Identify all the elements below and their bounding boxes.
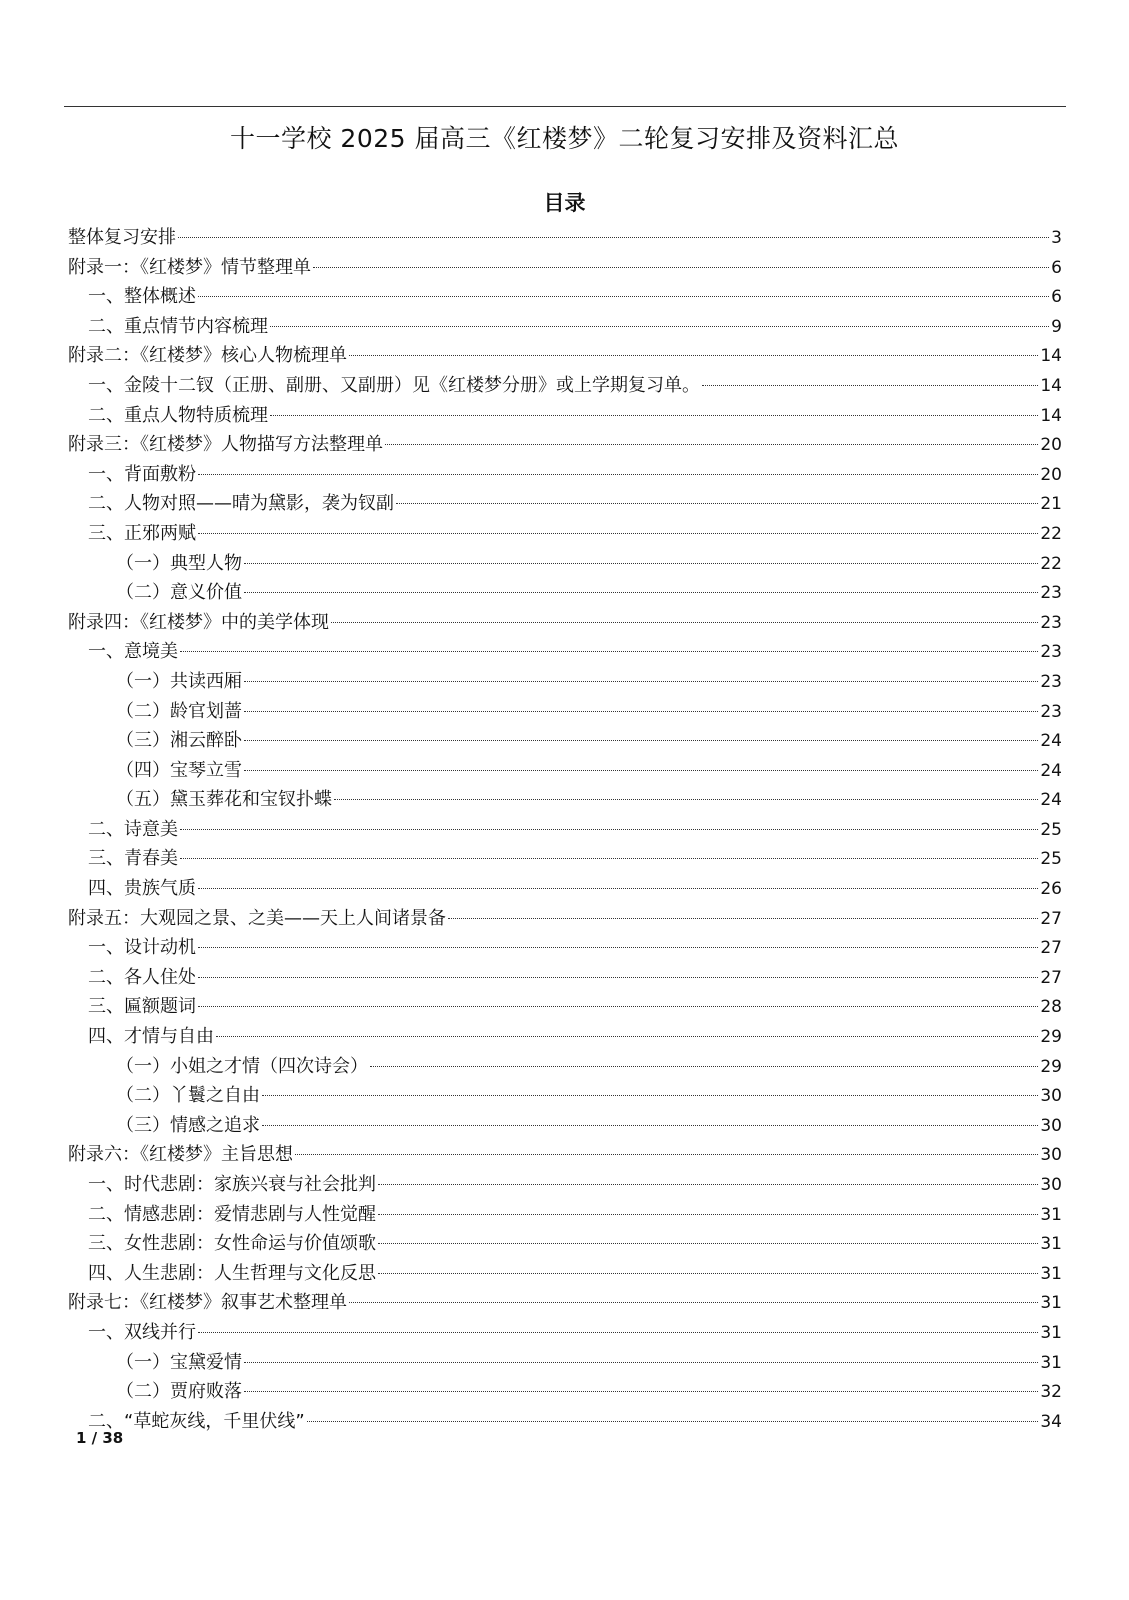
toc-dot-leader: [198, 1332, 1038, 1333]
toc-dot-leader: [307, 1421, 1039, 1422]
toc-entry-page-number: 22: [1040, 523, 1062, 544]
toc-entry-label: 四、贵族气质: [88, 878, 196, 900]
toc-entry-page-number: 32: [1040, 1382, 1062, 1403]
toc-entry-label: （一）共读西厢: [116, 670, 242, 692]
toc-entry[interactable]: [68, 1259, 1062, 1289]
toc-dot-leader: [262, 1095, 1038, 1096]
toc-entry[interactable]: [68, 578, 1062, 608]
toc-dot-leader: [178, 237, 1049, 238]
toc-entry-label: 整体复习安排: [68, 227, 176, 248]
toc-dot-leader: [198, 1006, 1038, 1007]
toc-entry-label: 二、重点情节内容梳理: [88, 315, 268, 337]
toc-entry[interactable]: [68, 371, 1062, 401]
toc-entry-label: 二、重点人物特质梳理: [88, 404, 268, 426]
toc-entry-label: 二、情感悲剧：爱情悲剧与人性觉醒: [88, 1203, 376, 1225]
toc-dot-leader: [448, 918, 1038, 919]
toc-entry[interactable]: [68, 341, 1062, 371]
toc-entry[interactable]: [68, 726, 1062, 756]
toc-dot-leader: [180, 829, 1038, 830]
toc-entry-page-number: 30: [1040, 1175, 1062, 1195]
toc-entry[interactable]: [68, 460, 1062, 490]
toc-dot-leader: [385, 444, 1038, 445]
toc-entry[interactable]: [68, 1318, 1062, 1348]
toc-entry-label: （一）小姐之才情（四次诗会）: [116, 1055, 368, 1077]
toc-entry-label: 三、匾额题词: [88, 996, 196, 1018]
toc-entry-page-number: 3: [1051, 228, 1062, 248]
toc-entry-label: 一、背面敷粉: [88, 463, 196, 485]
toc-entry-page-number: 23: [1040, 701, 1062, 722]
toc-entry-label: 一、双线并行: [88, 1321, 196, 1343]
toc-entry-page-number: 23: [1040, 612, 1062, 633]
toc-entry-label: 附录五：大观园之景、之美——天上人间诸景备: [68, 907, 446, 929]
toc-entry-label: 一、金陵十二钗（正册、副册、又副册）见《红楼梦分册》或上学期复习单。: [88, 374, 700, 396]
toc-entry[interactable]: [68, 1081, 1062, 1111]
toc-entry-label: 三、青春美: [88, 848, 178, 870]
toc-entry-label: 四、才情与自由: [88, 1026, 214, 1048]
toc-entry-label: 附录一：《红楼梦》情节整理单: [68, 256, 311, 278]
toc-entry-page-number: 6: [1051, 287, 1062, 308]
toc-dot-leader: [370, 1066, 1038, 1067]
toc-entry-page-number: 31: [1040, 1293, 1062, 1314]
toc-entry[interactable]: [68, 667, 1062, 697]
toc-dot-leader: [349, 355, 1038, 356]
toc-dot-leader: [180, 858, 1038, 859]
toc-entry[interactable]: [68, 1022, 1062, 1052]
toc-dot-leader: [216, 1036, 1038, 1037]
toc-dot-leader: [378, 1243, 1038, 1244]
toc-entry[interactable]: [68, 992, 1062, 1022]
toc-entry-label: 三、女性悲剧：女性命运与价值颂歌: [88, 1233, 376, 1255]
toc-entry-label: （一）宝黛爱情: [116, 1351, 242, 1373]
toc-dot-leader: [198, 888, 1038, 889]
toc-entry[interactable]: [68, 756, 1062, 786]
toc-entry-label: 一、设计动机: [88, 937, 196, 959]
toc-entry-label: 二、各人住处: [88, 966, 196, 988]
toc-entry-page-number: 21: [1040, 494, 1062, 515]
toc-heading: 目录: [543, 191, 586, 215]
toc-entry-page-number: 27: [1040, 908, 1062, 929]
toc-entry[interactable]: [68, 844, 1062, 874]
toc-dot-leader: [244, 681, 1038, 682]
toc-entry[interactable]: [68, 933, 1062, 963]
toc-entry-label: （一）典型人物: [116, 552, 242, 574]
toc-dot-leader: [331, 622, 1038, 623]
toc-entry[interactable]: [68, 549, 1062, 579]
toc-entry-label: 二、“草蛇灰线，千里伏线”: [88, 1410, 305, 1432]
toc-entry[interactable]: [68, 223, 1062, 253]
toc-dot-leader: [244, 1362, 1038, 1363]
toc-dot-leader: [180, 651, 1038, 652]
toc-entry-page-number: 25: [1040, 849, 1062, 870]
toc-entry[interactable]: [68, 1111, 1062, 1141]
toc-entry-page-number: 14: [1040, 375, 1062, 396]
toc-entry-label: 三、正邪两赋: [88, 522, 196, 544]
toc-entry-page-number: 31: [1040, 1204, 1062, 1225]
toc-dot-leader: [295, 1154, 1038, 1155]
toc-dot-leader: [378, 1273, 1038, 1274]
toc-entry-page-number: 28: [1040, 997, 1062, 1018]
toc-dot-leader: [244, 711, 1038, 712]
header-rule: [64, 106, 1066, 107]
toc-entry[interactable]: [68, 874, 1062, 904]
toc-entry-page-number: 34: [1040, 1411, 1062, 1432]
toc-entry-label: 一、意境美: [88, 641, 178, 663]
toc-entry[interactable]: [68, 785, 1062, 815]
toc-entry-label: （二）意义价值: [116, 582, 242, 604]
toc-entry-label: （五）黛玉葬花和宝钗扑蝶: [116, 789, 332, 811]
toc-dot-leader: [270, 326, 1049, 327]
toc-entry[interactable]: [68, 312, 1062, 342]
toc-dot-leader: [702, 385, 1038, 386]
toc-entry-label: 附录四：《红楼梦》中的美学体现: [68, 611, 329, 633]
toc-entry-page-number: 27: [1040, 938, 1062, 959]
toc-entry-page-number: 24: [1040, 790, 1062, 811]
toc-entry[interactable]: [68, 1052, 1062, 1082]
toc-entry-page-number: 27: [1040, 967, 1062, 988]
toc-entry[interactable]: [68, 1407, 1062, 1437]
toc-entry-label: 附录七：《红楼梦》叙事艺术整理单: [68, 1292, 347, 1314]
toc-dot-leader: [198, 947, 1038, 948]
toc-dot-leader: [244, 770, 1038, 771]
toc-entry-label: （二）贾府败落: [116, 1381, 242, 1403]
toc-dot-leader: [244, 1391, 1038, 1392]
toc-entry[interactable]: [68, 1288, 1062, 1318]
toc-entry-label: 四、人生悲剧：人生哲理与文化反思: [88, 1262, 376, 1284]
toc-entry-page-number: 14: [1040, 346, 1062, 367]
toc-dot-leader: [244, 563, 1038, 564]
toc-entry-page-number: 23: [1040, 642, 1062, 663]
toc-entry[interactable]: [68, 253, 1062, 283]
toc-entry-label: （四）宝琴立雪: [116, 759, 242, 781]
toc-entry-page-number: 22: [1040, 553, 1062, 574]
toc-entry-label: （三）情感之追求: [116, 1114, 260, 1136]
toc-entry-page-number: 30: [1040, 1145, 1062, 1166]
toc-dot-leader: [198, 533, 1038, 534]
toc-entry[interactable]: [68, 637, 1062, 667]
toc-entry[interactable]: [68, 519, 1062, 549]
toc-entry-label: （二）丫鬟之自由: [116, 1085, 260, 1107]
toc-entry-page-number: 14: [1040, 405, 1062, 426]
toc-entry-page-number: 31: [1040, 1234, 1062, 1255]
toc-entry-page-number: 31: [1040, 1322, 1062, 1343]
toc-entry-label: （三）湘云醉卧: [116, 730, 242, 752]
toc-entry[interactable]: [68, 904, 1062, 934]
toc-dot-leader: [396, 503, 1038, 504]
toc-entry[interactable]: [68, 430, 1062, 460]
toc-entry[interactable]: [68, 489, 1062, 519]
toc-dot-leader: [349, 1302, 1038, 1303]
toc-entry[interactable]: [68, 1348, 1062, 1378]
toc-entry[interactable]: [68, 815, 1062, 845]
toc-entry-label: 一、时代悲剧：家族兴衰与社会批判: [88, 1174, 376, 1195]
toc-entry-label: 附录三：《红楼梦》人物描写方法整理单: [68, 434, 383, 456]
toc-entry-page-number: 30: [1040, 1115, 1062, 1136]
toc-entry-page-number: 20: [1040, 464, 1062, 485]
table-of-contents: [68, 223, 1062, 1436]
toc-entry[interactable]: [68, 401, 1062, 431]
toc-entry[interactable]: [68, 1200, 1062, 1230]
toc-entry-page-number: 31: [1040, 1352, 1062, 1373]
toc-entry-label: 附录二：《红楼梦》核心人物梳理单: [68, 345, 347, 367]
toc-entry-page-number: 26: [1040, 879, 1062, 900]
toc-entry[interactable]: [68, 1377, 1062, 1407]
toc-entry-label: 一、整体概述: [88, 286, 196, 308]
toc-entry-page-number: 31: [1040, 1263, 1062, 1284]
toc-entry-page-number: 29: [1040, 1027, 1062, 1048]
toc-dot-leader: [198, 474, 1038, 475]
toc-entry-label: 二、诗意美: [88, 818, 178, 840]
toc-dot-leader: [334, 799, 1038, 800]
toc-entry-page-number: 29: [1040, 1056, 1062, 1077]
toc-entry-label: 附录六：《红楼梦》主旨思想: [68, 1144, 293, 1166]
toc-dot-leader: [244, 592, 1038, 593]
toc-entry-page-number: 24: [1040, 760, 1062, 781]
toc-entry-page-number: 30: [1040, 1086, 1062, 1107]
toc-dot-leader: [378, 1214, 1038, 1215]
toc-dot-leader: [262, 1125, 1038, 1126]
toc-dot-leader: [313, 267, 1049, 268]
toc-entry-page-number: 25: [1040, 819, 1062, 840]
toc-dot-leader: [244, 740, 1038, 741]
toc-entry[interactable]: [68, 282, 1062, 312]
page-indicator: 1 / 38: [76, 1429, 124, 1447]
toc-entry-label: 二、人物对照——晴为黛影，袭为钗副: [88, 493, 394, 515]
toc-entry[interactable]: [68, 1140, 1062, 1170]
toc-entry-page-number: 23: [1040, 671, 1062, 692]
toc-entry-label: （二）龄官划蔷: [116, 700, 242, 722]
toc-entry-page-number: 9: [1051, 316, 1062, 337]
toc-entry[interactable]: [68, 963, 1062, 993]
toc-dot-leader: [378, 1184, 1038, 1185]
toc-entry-page-number: 23: [1040, 583, 1062, 604]
toc-dot-leader: [198, 296, 1049, 297]
toc-entry-page-number: 24: [1040, 731, 1062, 752]
toc-entry-page-number: 20: [1040, 435, 1062, 456]
toc-entry[interactable]: [68, 608, 1062, 638]
toc-dot-leader: [198, 977, 1038, 978]
toc-entry[interactable]: [68, 697, 1062, 727]
toc-entry[interactable]: [68, 1229, 1062, 1259]
toc-entry-page-number: 6: [1051, 257, 1062, 278]
toc-entry[interactable]: [68, 1170, 1062, 1200]
document-title: 十一学校 2025 届高三《红楼梦》二轮复习安排及资料汇总: [229, 124, 900, 153]
toc-dot-leader: [270, 415, 1038, 416]
